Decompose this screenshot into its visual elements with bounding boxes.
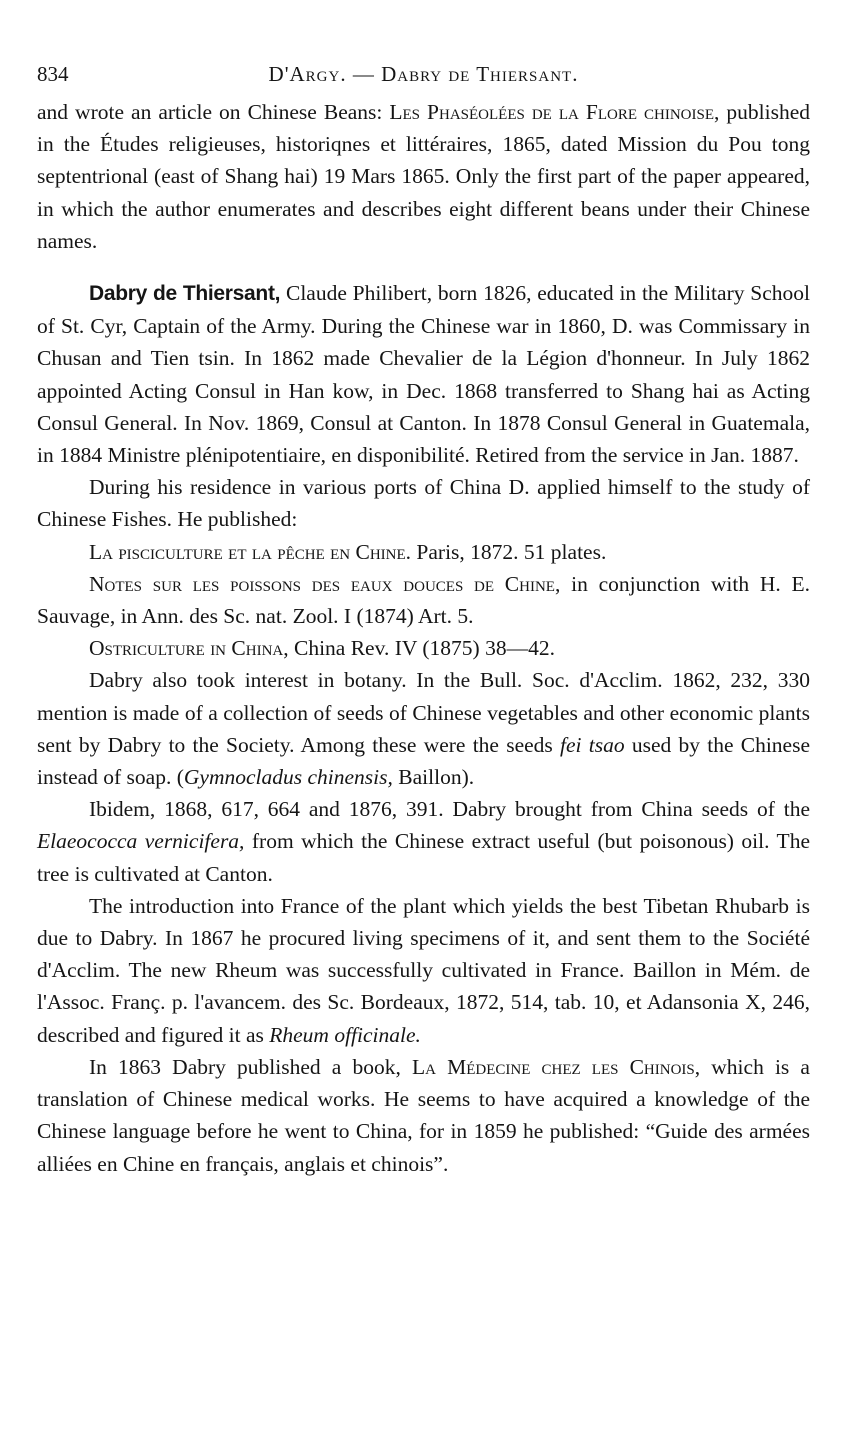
- work-title: Notes sur les poissons des eaux douces de Chine: [89, 571, 555, 596]
- paragraph-beans-article: [37, 96, 810, 257]
- running-title: D'Argy. — Dabry de Thiersant.: [268, 62, 579, 86]
- work-title: La pisciculture et la pêche en Chine: [89, 539, 406, 564]
- text-run: Dabry also took interest in botany. In the Bull. Soc. d'Acclim. 1862, 232, 330 mention is made of a collection of seeds of Chinese vegetables and other economic plants sent by Dabry to the Society. Among these were the seeds: [37, 668, 810, 757]
- text-run: In 1863 Dabry published a book,: [89, 1054, 412, 1079]
- text-run: . Paris, 1872. 51 plates.: [405, 539, 607, 564]
- text-run: Claude Philibert, born 1826, educated in the Military School of St. Cyr, Captain of the Army. During the Chinese war in 1860, D. was Commissary in Chusan and Tien tsin. In 1862 made Chevalier de la Légion d'honneur. In July 1862 appointed Acting Consul in Han kow, in Dec. 1868 transferred to Shang hai as Acting Consul General. In Nov. 1869, Consul at Canton. In 1878 Consul General in Guatemala, in 1884 Ministre plénipotentiaire, en disponibilité. Retired from the service in Jan. 1887.: [37, 281, 810, 468]
- text-run: , which is a translation of Chinese medical works. He seems to have acquired a knowledge of the Chinese language before he went to China, for in 1859 he published: “Guide des armées alliées en Chine en français, anglais et chinois”.: [37, 1054, 810, 1176]
- paragraph-rhubarb: [37, 890, 810, 1051]
- work-title: La Médecine chez les Chinois: [411, 1054, 695, 1079]
- text-run: and wrote an article on Chinese Beans:: [37, 100, 390, 124]
- italic-term: Rheum officinale.: [269, 1022, 421, 1047]
- text-run: Baillon).: [392, 765, 475, 790]
- work-title: Ostriculture in China: [89, 636, 284, 661]
- page-header: [37, 56, 810, 96]
- page-number: 834: [37, 62, 69, 86]
- italic-term: Gymnocladus chinensis,: [183, 765, 393, 790]
- section-gap: [37, 257, 810, 277]
- paragraph-biography: [37, 277, 810, 471]
- text-run: Ibidem, 1868, 617, 664 and 1876, 391. Dabry brought from China seeds of the: [89, 797, 810, 822]
- document-page: [37, 56, 810, 1180]
- text-run: from which the Chinese extract useful (but poisonous) oil. The tree is cultivated at Canton.: [37, 829, 810, 886]
- italic-term: fei tsao: [560, 732, 625, 757]
- italic-term: Elaeococca vernicifera,: [37, 829, 245, 854]
- text-run: , in conjunction with H. E. Sauvage, in Ann. des Sc. nat. Zool. I (1874) Art. 5.: [37, 571, 810, 629]
- bibliography-entry-pisciculture: [37, 536, 810, 568]
- paragraph-elaeococca: [37, 793, 810, 890]
- bibliography-entry-poissons: [37, 568, 810, 632]
- text-run: used by the Chinese instead of soap. (: [37, 732, 810, 790]
- bibliography-entry-ostriculture: [37, 632, 810, 664]
- text-run: , China Rev. IV (1875) 38—42.: [283, 636, 555, 661]
- work-title: Les Phaséolées de la Flore chinoise: [389, 100, 714, 124]
- paragraph-botany: [37, 664, 810, 793]
- paragraph-medecine: [37, 1051, 810, 1180]
- text-run: , published in the Études religieuses, historiqnes et littéraires, 1865, dated Mission du Pou tong septentrional (east of Shang hai) 19 Mars 1865. Only the first part of the paper appeared, in which the author enumerates and describes eight different beans under their Chinese names.: [37, 100, 810, 253]
- paragraph-fishes: During his residence in various ports of China D. applied himself to the study of Chinese Fishes. He published:: [37, 475, 810, 532]
- text-run: The introduction into France of the plant which yields the best Tibetan Rhubarb is due to Dabry. In 1867 he procured living specimens of it, and sent them to the Société d'Acclim. The new Rheum was successfully cultivated in France. Baillon in Mém. de l'Assoc. Franç. p. l'avancem. des Sc. Bordeaux, 1872, 514, tab. 10, et Adansonia X, 246, described and figured it as: [37, 893, 810, 1047]
- entry-name: Dabry de Thiersant,: [89, 282, 281, 306]
